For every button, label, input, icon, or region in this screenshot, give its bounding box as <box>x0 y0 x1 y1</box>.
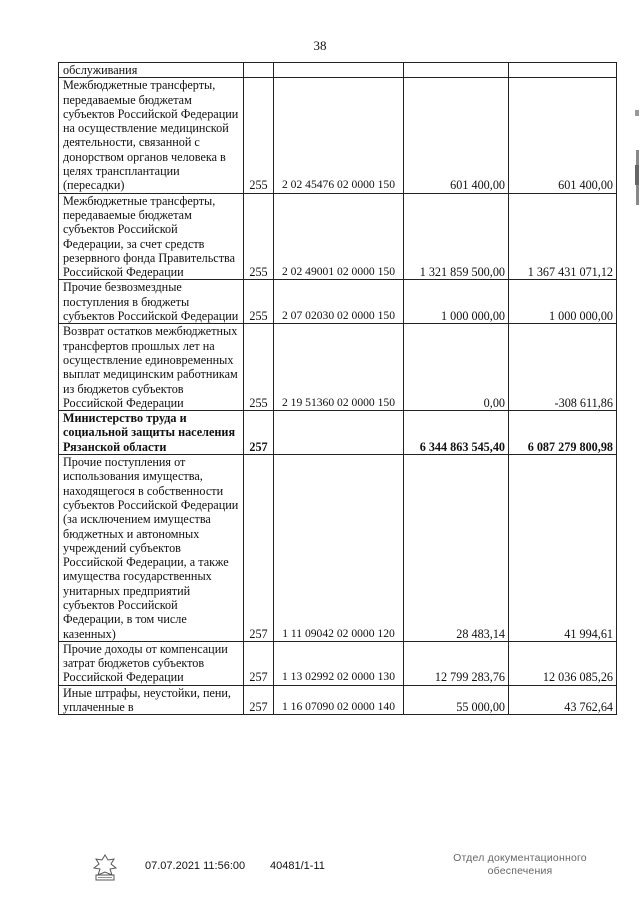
table-row <box>59 411 617 455</box>
registration-number: 40481/1-11 <box>270 860 325 872</box>
row-admin-code-cell: 255 <box>244 280 274 324</box>
row-actual-amount-cell: 43 762,64 <box>509 685 617 715</box>
table-body <box>59 63 617 715</box>
row-actual-amount-cell: 601 400,00 <box>509 78 617 193</box>
row-budget-class-code-cell: 1 16 07090 02 0000 140 <box>274 685 404 715</box>
registration-date: 07.07.2021 11:56:00 <box>145 860 246 872</box>
row-budget-class-code-cell <box>274 63 404 78</box>
row-actual-amount-cell: 41 994,61 <box>509 455 617 642</box>
row-plan-amount-cell: 1 321 859 500,00 <box>404 193 509 280</box>
row-plan-amount-cell: 55 000,00 <box>404 685 509 715</box>
department-line-2: обеспечения <box>487 865 553 877</box>
row-name-cell: обслуживания <box>59 63 244 78</box>
row-plan-amount-cell: 601 400,00 <box>404 78 509 193</box>
table-row <box>59 280 617 324</box>
row-name-cell: Прочие поступления от использования имущества, находящегося в собственности субъектов Российской Федерации (за исключением имущества бюджетных и автономных учреждений субъектов Российской Федерации, а также имущества государственных унитарных предприятий субъектов Российской Федерации, в том числе казенных) <box>59 455 244 642</box>
budget-revenue-table <box>58 62 617 715</box>
row-admin-code-cell: 255 <box>244 78 274 193</box>
row-name-cell: Межбюджетные трансферты, передаваемые бюджетам субъектов Российской Федерации на осуществление медицинской деятельности, связанной с донорством органов человека в целях трансплантации (пересадки) <box>59 78 244 193</box>
department-stamp <box>430 852 610 878</box>
row-name-cell: Прочие доходы от компенсации затрат бюджетов субъектов Российской Федерации <box>59 641 244 685</box>
table-row <box>59 193 617 280</box>
row-budget-class-code-cell: 2 02 49001 02 0000 150 <box>274 193 404 280</box>
coat-of-arms-icon <box>92 854 118 882</box>
row-budget-class-code-cell: 1 11 09042 02 0000 120 <box>274 455 404 642</box>
table-row <box>59 324 617 411</box>
row-name-cell: Возврат остатков межбюджетных трансфертов прошлых лет на осуществление единовременных выплат медицинским работникам из бюджетов субъектов Российской Федерации <box>59 324 244 411</box>
row-admin-code-cell: 257 <box>244 455 274 642</box>
row-admin-code-cell: 257 <box>244 685 274 715</box>
row-name-cell: Иные штрафы, неустойки, пени, уплаченные в <box>59 685 244 715</box>
row-actual-amount-cell: 6 087 279 800,98 <box>509 411 617 455</box>
row-budget-class-code-cell: 2 19 51360 02 0000 150 <box>274 324 404 411</box>
row-budget-class-code-cell: 2 07 02030 02 0000 150 <box>274 280 404 324</box>
row-actual-amount-cell: 12 036 085,26 <box>509 641 617 685</box>
row-actual-amount-cell <box>509 63 617 78</box>
row-actual-amount-cell: 1 367 431 071,12 <box>509 193 617 280</box>
row-plan-amount-cell: 28 483,14 <box>404 455 509 642</box>
row-plan-amount-cell: 12 799 283,76 <box>404 641 509 685</box>
table-row <box>59 63 617 78</box>
row-plan-amount-cell <box>404 63 509 78</box>
row-admin-code-cell: 255 <box>244 324 274 411</box>
row-budget-class-code-cell: 2 02 45476 02 0000 150 <box>274 78 404 193</box>
row-plan-amount-cell: 1 000 000,00 <box>404 280 509 324</box>
row-name-cell: Межбюджетные трансферты, передаваемые бюджетам субъектов Российской Федерации, за счет средств резервного фонда Правительства Российской Федерации <box>59 193 244 280</box>
scan-edge-marks <box>634 110 640 220</box>
row-admin-code-cell: 257 <box>244 411 274 455</box>
page-number: 38 <box>313 38 327 53</box>
table-row <box>59 685 617 715</box>
table-row <box>59 78 617 193</box>
table-row <box>59 641 617 685</box>
table-row <box>59 455 617 642</box>
row-plan-amount-cell: 6 344 863 545,40 <box>404 411 509 455</box>
row-actual-amount-cell: 1 000 000,00 <box>509 280 617 324</box>
row-admin-code-cell <box>244 63 274 78</box>
row-budget-class-code-cell: 1 13 02992 02 0000 130 <box>274 641 404 685</box>
department-line-1: Отдел документационного <box>453 852 587 864</box>
row-plan-amount-cell: 0,00 <box>404 324 509 411</box>
row-name-cell: Министерство труда и социальной защиты населения Рязанской области <box>59 411 244 455</box>
row-budget-class-code-cell <box>274 411 404 455</box>
document-footer <box>0 848 640 898</box>
row-name-cell: Прочие безвозмездные поступления в бюджеты субъектов Российской Федерации <box>59 280 244 324</box>
row-admin-code-cell: 257 <box>244 641 274 685</box>
row-actual-amount-cell: -308 611,86 <box>509 324 617 411</box>
row-admin-code-cell: 255 <box>244 193 274 280</box>
